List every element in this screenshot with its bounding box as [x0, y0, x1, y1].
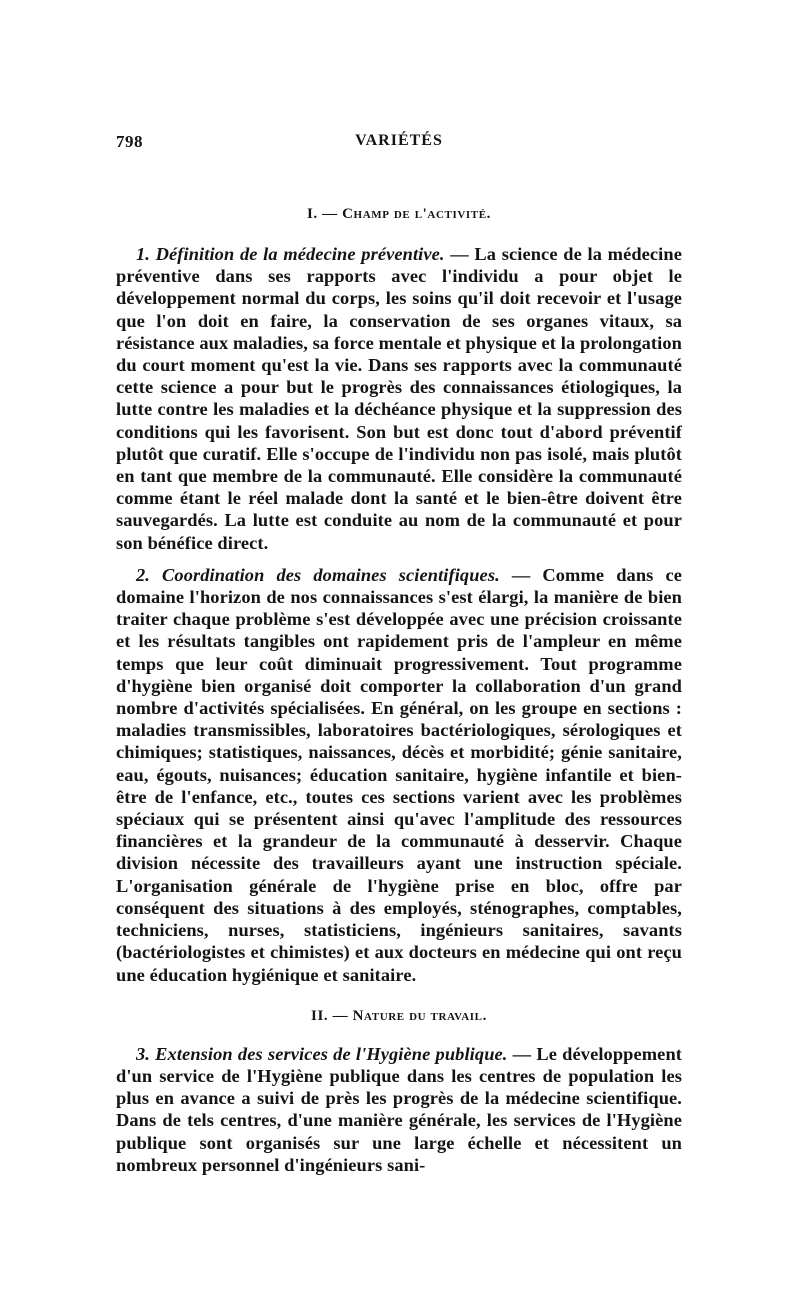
section-title: Nature du travail.: [352, 1007, 487, 1024]
section-title: Champ de l'activité.: [342, 206, 491, 222]
book-page: [116, 132, 682, 1176]
page-number: 798: [116, 132, 143, 151]
paragraph-coordination: [116, 564, 682, 986]
running-title: VARIÉTÉS: [355, 132, 443, 149]
paragraph-extension: [116, 1043, 682, 1176]
paragraph-text: — Le développement d'un service de l'Hygiène publique dans les centres de population les plus en avance a suivi de près les progrès de la médecine scientifique. Dans de tels centres, d'une manière générale, les services de l'Hygiène publique sont organisés sur une large échelle et nécessitent un nombreux personnel d'ingénieurs sani-: [116, 1043, 682, 1175]
section-dash: —: [317, 206, 343, 222]
section-numeral: I.: [307, 206, 318, 222]
paragraph-definition: [116, 243, 682, 554]
section-numeral: II.: [311, 1007, 329, 1024]
running-head: [116, 132, 682, 156]
paragraph-text: — Comme dans ce domaine l'horizon de nos connaissances s'est élargi, la manière de bien traiter chaque problème s'est développée avec une précision croissante et les résultats tangibles ont rapidement pris de l'ampleur en même temps que leur coût diminuait progressivement. Tout programme d'hygiène bien organisé doit comporter la collaboration d'un grand nombre d'activités spécialisées. En général, on les groupe en sections : maladies transmissibles, laboratoires bactériologiques, sérologiques et chimiques; statistiques, naissances, décès et morbidité; génie sanitaire, eau, égouts, nuisances; éducation sanitaire, hygiène infantile et bien-être de l'enfance, etc., toutes ces sections varient avec les problèmes spéciaux qui se présentent ainsi qu'avec l'amplitude des ressources financières et la grandeur de la communauté à desservir. Chaque division nécessite des travailleurs ayant une instruction spéciale. L'organisation générale de l'hygiène prise en bloc, offre par conséquent des situations à des employés, sténographes, comptables, techniciens, nurses, statisticiens, ingénieurs sanitaires, savants (bactériologistes et chimistes) et aux docteurs en médecine qui ont reçu une éducation hygiénique et sanitaire.: [116, 564, 683, 985]
paragraph-lead: 1. Définition de la médecine préventive.: [136, 244, 445, 264]
paragraph-lead: 3. Extension des services de l'Hygiène publique.: [136, 1043, 508, 1064]
paragraph-lead: 2. Coordination des domaines scientifiques.: [136, 564, 500, 585]
section-dash: —: [328, 1007, 353, 1024]
section-heading-nature: [116, 1008, 682, 1025]
paragraph-text: — La science de la médecine préventive dans ses rapports avec l'individu a pour objet le développement normal du corps, les soins qu'il doit recevoir et l'usage que l'on doit en faire, la conservation de ses organes vitaux, sa résistance aux maladies, sa force mentale et physique et la prolongation du court moment qu'est la vie. Dans ses rapports avec la communauté cette science a pour but le progrès des connaissances étiologiques, la lutte contre les maladies et la déchéance physique et la suppression des conditions qui les favorisent. Son but est donc tout d'abord préventif plutôt que curatif. Elle s'occupe de l'individu non pas isolé, mais plutôt en tant que membre de la communauté. Elle considère la communauté comme étant le réel malade dont la santé et le bien-être doivent être sauvegardés. La lutte est conduite au nom de la communauté et pour son bénéfice direct.: [116, 244, 682, 553]
section-heading-champ: [116, 206, 682, 223]
